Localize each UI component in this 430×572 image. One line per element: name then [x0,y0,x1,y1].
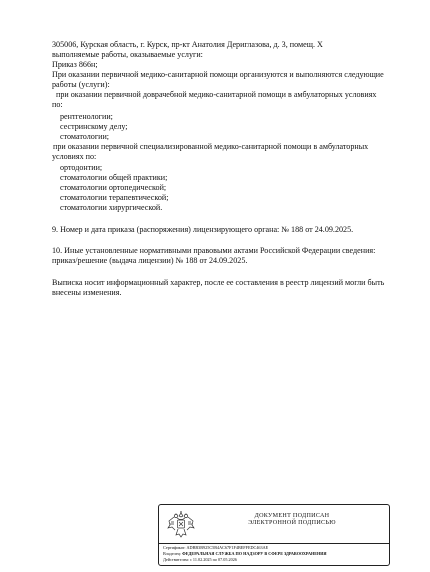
stamp-validity [163,557,387,562]
stamp-owner-label: Владелец: [163,551,182,556]
address-line: 305006, Курская область, г. Курск, пр-кт Анатолия Дериглазова, д. 3, помещ. X [52,40,323,49]
stamp-validity-label: Действителен: [163,557,189,562]
stamp-owner-value: ФЕДЕРАЛЬНАЯ СЛУЖБА ПО НАДЗОРУ В СФЕРЕ ЗДРАВООХРАНЕНИЯ [182,551,327,556]
stamp-certificate-value: ADBB3B925C5B4AC67F1F4BEFFEDC463AE [186,545,269,550]
disclaimer-line-2: внесены изменения. [52,288,122,297]
double-headed-eagle-emblem-icon [166,509,196,541]
list-item-orthopedic-dentistry: стоматологии ортопедической; [60,183,167,192]
item-10-line-2: приказ/решение (выдача лицензии) № 188 от 24.09.2025. [52,256,248,265]
stamp-validity-value: с 11.02.2025 по 07.05.2026 [190,557,237,562]
specialized-care-heading-cont: условиях по: [52,152,97,161]
list-item-surgical-dentistry: стоматологии хирургической. [60,203,163,212]
works-heading: выполняемые работы, оказываемые услуги: [52,50,203,59]
item-10-line-1: 10. Иные установленные нормативными правовыми актами Российской Федерации сведения: [52,246,376,255]
specialized-care-heading: при оказании первичной специализированной медико-санитарной помощи в амбулаторных [53,142,369,151]
list-item-therapeutic-dentistry: стоматологии терапевтической; [60,193,169,202]
order-number: Приказ 866н; [52,60,98,69]
stamp-title-line-1: ДОКУМЕНТ ПОДПИСАН [254,513,330,519]
primary-care-intro: При оказании первичной медико-санитарной помощи организуются и выполняются следующие [52,70,384,79]
list-item-radiology: рентгенологии; [60,112,113,121]
list-item-general-dentistry: стоматологии общей практики; [60,173,168,182]
primary-care-intro-cont: работы (услуги): [52,80,110,89]
stamp-title-line-2: ЭЛЕКТРОННОЙ ПОДПИСЬЮ [248,520,336,526]
list-item-orthodontics: ортодонтии; [60,163,103,172]
electronic-signature-stamp [158,504,390,566]
disclaimer-line-1: Выписка носит информационный характер, после ее составления в реестр лицензий могли быть [52,278,385,287]
list-item-nursing: сестринскому делу; [60,122,128,131]
stamp-certificate [163,545,387,550]
stamp-divider [159,543,389,544]
stamp-owner [163,551,387,556]
list-item-dentistry: стоматологии; [60,132,110,141]
item-9-order-number: 9. Номер и дата приказа (распоряжения) лицензирующего органа: № 188 от 24.09.2025. [52,225,354,234]
pre-doctor-care-heading: при оказании первичной доврачебной медико-санитарной помощи в амбулаторных условиях [56,90,377,99]
stamp-certificate-label: Сертификат: [163,545,186,550]
pre-doctor-care-heading-cont: по: [52,100,63,109]
